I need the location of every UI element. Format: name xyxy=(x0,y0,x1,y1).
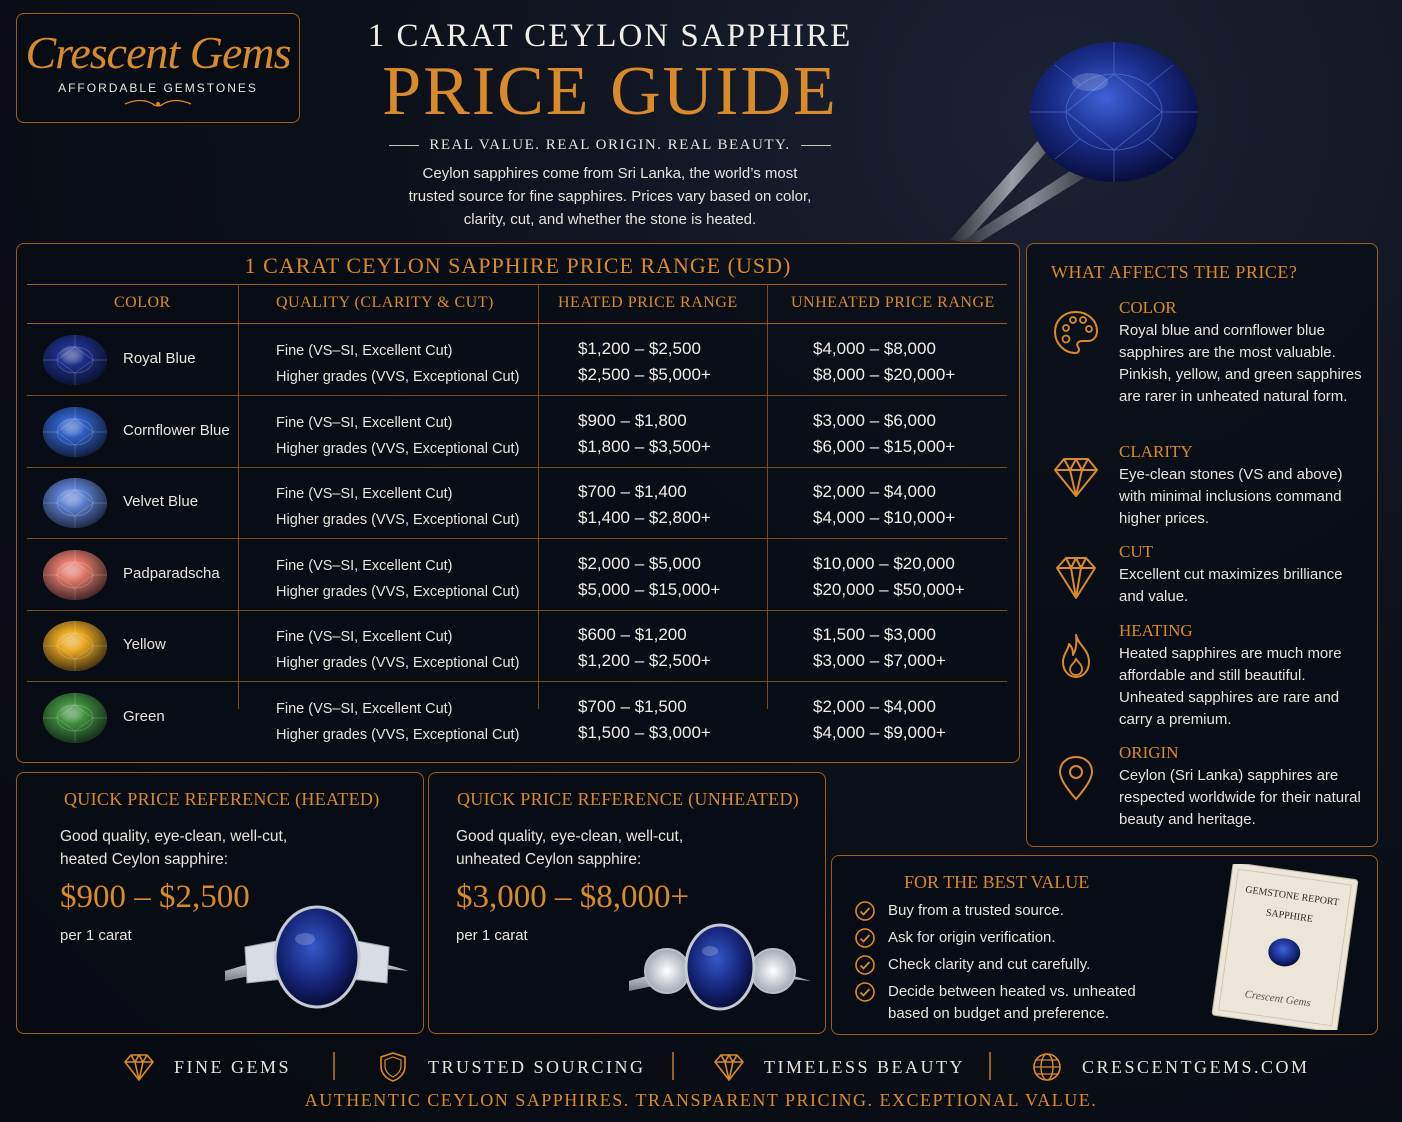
sapphire-swatch-icon xyxy=(41,405,109,459)
quality-cell xyxy=(276,481,519,533)
sapphire-swatch-icon xyxy=(41,619,109,673)
brand-name: Crescent Gems xyxy=(25,27,291,78)
footer-label: FINE GEMS xyxy=(174,1056,292,1077)
palette-icon xyxy=(1051,308,1101,358)
factor-cut xyxy=(1045,542,1365,608)
quick-ref-description xyxy=(456,825,683,871)
heated-price-fine: $700 – $1,400 xyxy=(578,482,687,501)
quick-ref-desc-line: Good quality, eye-clean, well-cut, xyxy=(60,828,288,845)
unheated-price-cell xyxy=(813,479,955,531)
quality-fine: Fine (VS–SI, Excellent Cut) xyxy=(276,486,453,502)
table-row xyxy=(27,611,1007,682)
heated-price-fine: $900 – $1,800 xyxy=(578,410,687,430)
quality-higher: Higher grades (VVS, Exceptional Cut) xyxy=(276,440,520,457)
color-name: Yellow xyxy=(123,636,166,653)
best-value-panel xyxy=(831,855,1378,1035)
best-value-item xyxy=(854,954,1148,976)
quality-cell xyxy=(276,553,519,605)
diamond-icon xyxy=(1051,452,1101,502)
factor-body: Heated sapphires are much more affordable and still beautiful. Unheated sapphires are rare and carry a premium. xyxy=(1119,645,1342,728)
flame-icon xyxy=(1051,631,1101,681)
heated-price-higher: $1,400 – $2,800+ xyxy=(578,508,711,527)
heated-price-cell xyxy=(578,551,720,603)
motto-rule-left xyxy=(389,145,419,146)
unheated-price-fine: $10,000 – $20,000 xyxy=(813,553,955,573)
page-supertitle: 1 CARAT CEYLON SAPPHIRE xyxy=(367,18,853,54)
quality-higher: Higher grades (VVS, Exceptional Cut) xyxy=(276,726,520,743)
footer-divider xyxy=(672,1052,674,1080)
check-circle-icon xyxy=(854,954,876,976)
page-title: PRICE GUIDE xyxy=(382,53,838,130)
price-table-panel xyxy=(16,243,1020,763)
footer-bar xyxy=(0,1046,1402,1086)
check-circle-icon xyxy=(854,981,876,1003)
heated-price-fine: $600 – $1,200 xyxy=(578,625,687,644)
quick-ref-desc-line: heated Ceylon sapphire: xyxy=(60,851,229,868)
flourish-ornament xyxy=(17,97,299,114)
diamond-icon xyxy=(712,1050,746,1084)
motto xyxy=(362,137,858,154)
quality-cell xyxy=(276,410,519,462)
heated-price-fine: $2,000 – $5,000 xyxy=(578,553,701,573)
footer-item-timeless-beauty xyxy=(712,1050,965,1084)
sapphire-swatch-icon xyxy=(41,476,109,530)
unheated-price-fine: $3,000 – $6,000 xyxy=(813,410,936,430)
footer-divider xyxy=(989,1052,991,1080)
factor-heading: CLARITY xyxy=(1119,442,1193,461)
factor-body: Eye-clean stones (VS and above) with minimal inclusions command higher prices. xyxy=(1119,466,1343,527)
table-row xyxy=(27,397,1007,468)
footer-label: TRUSTED SOURCING xyxy=(428,1056,646,1077)
heated-price-higher: $2,500 – $5,000+ xyxy=(578,365,711,384)
best-value-item xyxy=(854,981,1148,1025)
gemstone-report-image xyxy=(1192,864,1372,1030)
heated-price-cell xyxy=(578,622,711,674)
col-header-heated: HEATED PRICE RANGE xyxy=(558,294,738,311)
best-value-text: Decide between heated vs. unheated based on budget and preference. xyxy=(888,983,1136,1022)
factor-heading: HEATING xyxy=(1119,621,1193,640)
footer-tagline: AUTHENTIC CEYLON SAPPHIRES. TRANSPARENT PRICING. EXCEPTIONAL VALUE. xyxy=(304,1090,1098,1110)
factor-heading: CUT xyxy=(1119,542,1153,561)
quality-fine: Fine (VS–SI, Excellent Cut) xyxy=(276,414,453,431)
color-name: Padparadscha xyxy=(123,564,220,582)
three-stone-ring-image xyxy=(625,915,815,1027)
factor-heading: COLOR xyxy=(1119,298,1177,317)
sapphire-swatch-icon xyxy=(41,691,109,745)
factors-title: WHAT AFFECTS THE PRICE? xyxy=(1051,262,1298,282)
footer-item-website[interactable] xyxy=(1030,1050,1310,1084)
quality-fine: Fine (VS–SI, Excellent Cut) xyxy=(276,700,453,717)
report-title: GEMSTONE REPORT xyxy=(1244,884,1340,909)
quality-higher: Higher grades (VVS, Exceptional Cut) xyxy=(276,512,520,528)
color-name: Cornflower Blue xyxy=(123,421,230,439)
report-signature: Crescent Gems xyxy=(1243,988,1312,1010)
quick-ref-price: $3,000 – $8,000+ xyxy=(456,879,690,915)
footer-item-trusted-sourcing xyxy=(376,1050,646,1084)
unheated-price-fine: $1,500 – $3,000 xyxy=(813,625,936,644)
heated-price-cell xyxy=(578,336,711,388)
unheated-price-higher: $4,000 – $9,000+ xyxy=(813,722,946,742)
factor-body: Excellent cut maximizes brilliance and value. xyxy=(1119,566,1343,605)
factor-origin xyxy=(1045,743,1365,831)
heated-price-fine: $700 – $1,500 xyxy=(578,696,687,716)
heated-price-higher: $1,200 – $2,500+ xyxy=(578,651,711,670)
unheated-price-cell xyxy=(813,694,946,746)
header-divider xyxy=(27,323,1007,324)
motto-rule-right xyxy=(801,145,831,146)
price-factors-panel xyxy=(1026,243,1378,847)
location-pin-icon xyxy=(1051,753,1101,803)
best-value-title: FOR THE BEST VALUE xyxy=(904,872,1090,892)
unheated-price-fine: $4,000 – $8,000 xyxy=(813,339,936,358)
intro-text: Ceylon sapphires come from Sri Lanka, the world’s most trusted source for fine sapphires. Prices vary based on color, clarity, cut, and whether the stone is heated. xyxy=(408,165,812,228)
quick-ref-unit: per 1 carat xyxy=(456,927,528,944)
quick-ref-desc-line: unheated Ceylon sapphire: xyxy=(456,851,642,868)
unheated-price-cell xyxy=(813,551,965,603)
quick-reference-heated xyxy=(16,772,424,1034)
color-name: Green xyxy=(123,707,165,725)
best-value-text: Ask for origin verification. xyxy=(888,929,1056,946)
heated-price-cell xyxy=(578,408,711,460)
unheated-price-higher: $3,000 – $7,000+ xyxy=(813,651,946,670)
quality-cell xyxy=(276,696,519,748)
footer-label: TIMELESS BEAUTY xyxy=(764,1056,965,1077)
sapphire-ring-image xyxy=(217,901,417,1021)
unheated-price-higher: $20,000 – $50,000+ xyxy=(813,579,965,599)
title-divider xyxy=(27,284,1007,285)
factor-body: Royal blue and cornflower blue sapphires are the most valuable. Pinkish, yellow, and green sapphires are rarer in unheated natural form. xyxy=(1119,322,1362,405)
best-value-item xyxy=(854,927,1148,949)
unheated-price-higher: $8,000 – $20,000+ xyxy=(813,365,956,384)
table-row xyxy=(27,683,1007,754)
factor-clarity xyxy=(1045,442,1365,530)
quality-fine: Fine (VS–SI, Excellent Cut) xyxy=(276,557,453,574)
table-row xyxy=(27,325,1007,396)
website-link[interactable]: CRESCENTGEMS.COM xyxy=(1082,1056,1310,1077)
best-value-text: Check clarity and cut carefully. xyxy=(888,956,1091,973)
unheated-price-cell xyxy=(813,336,955,388)
page-header xyxy=(362,18,858,231)
heated-price-higher: $1,500 – $3,000+ xyxy=(578,722,711,742)
factor-heading: ORIGIN xyxy=(1119,743,1179,762)
sapphire-tweezers-image xyxy=(930,20,1220,242)
col-header-color: COLOR xyxy=(114,294,171,311)
quick-ref-title: QUICK PRICE REFERENCE (HEATED) xyxy=(64,789,380,809)
quick-ref-unit: per 1 carat xyxy=(60,927,132,944)
unheated-price-fine: $2,000 – $4,000 xyxy=(813,696,936,716)
report-subtitle: SAPPHIRE xyxy=(1265,907,1314,925)
motto-text: REAL VALUE. REAL ORIGIN. REAL BEAUTY. xyxy=(429,137,791,153)
heated-price-higher: $1,800 – $3,500+ xyxy=(578,436,711,456)
unheated-price-higher: $4,000 – $10,000+ xyxy=(813,508,956,527)
quality-cell xyxy=(276,624,519,676)
check-circle-icon xyxy=(854,927,876,949)
factor-color xyxy=(1045,298,1365,408)
check-circle-icon xyxy=(854,900,876,922)
unheated-price-cell xyxy=(813,622,946,674)
quality-higher: Higher grades (VVS, Exceptional Cut) xyxy=(276,655,520,671)
shield-icon xyxy=(376,1050,410,1084)
col-header-unheated: UNHEATED PRICE RANGE xyxy=(791,294,995,311)
factor-body: Ceylon (Sri Lanka) sapphires are respected worldwide for their natural beauty and heritage. xyxy=(1119,767,1361,828)
color-name: Velvet Blue xyxy=(123,493,199,510)
table-row xyxy=(27,468,1007,539)
col-header-quality: QUALITY (CLARITY & CUT) xyxy=(276,294,494,311)
heated-price-fine: $1,200 – $2,500 xyxy=(578,339,701,358)
unheated-price-fine: $2,000 – $4,000 xyxy=(813,482,936,501)
table-title: 1 CARAT CEYLON SAPPHIRE PRICE RANGE (USD) xyxy=(244,253,792,278)
logo-box xyxy=(16,13,300,123)
best-value-text: Buy from a trusted source. xyxy=(888,902,1064,919)
heated-price-cell xyxy=(578,479,711,531)
factor-heating xyxy=(1045,621,1365,731)
sapphire-swatch-icon xyxy=(41,333,109,387)
sapphire-swatch-icon xyxy=(41,548,109,602)
table-row xyxy=(27,540,1007,611)
quality-higher: Higher grades (VVS, Exceptional Cut) xyxy=(276,369,520,385)
brand-tagline: AFFORDABLE GEMSTONES xyxy=(58,81,258,95)
unheated-price-higher: $6,000 – $15,000+ xyxy=(813,436,956,456)
heated-price-higher: $5,000 – $15,000+ xyxy=(578,579,721,599)
quality-fine: Fine (VS–SI, Excellent Cut) xyxy=(276,629,453,645)
footer-item-fine-gems xyxy=(122,1050,291,1084)
quality-higher: Higher grades (VVS, Exceptional Cut) xyxy=(276,583,520,600)
quality-cell xyxy=(276,338,519,390)
diamond-icon xyxy=(122,1050,156,1084)
footer-divider xyxy=(333,1052,335,1080)
quick-reference-unheated xyxy=(428,772,826,1034)
heated-price-cell xyxy=(578,694,711,746)
color-name: Royal Blue xyxy=(123,350,196,367)
gem-cut-icon xyxy=(1051,552,1101,602)
unheated-price-cell xyxy=(813,408,955,460)
quick-ref-price: $900 – $2,500 xyxy=(60,879,250,915)
quick-ref-desc-line: Good quality, eye-clean, well-cut, xyxy=(456,828,684,845)
quick-ref-description xyxy=(60,825,287,871)
best-value-list xyxy=(854,900,1148,1030)
best-value-item xyxy=(854,900,1148,922)
quality-fine: Fine (VS–SI, Excellent Cut) xyxy=(276,343,453,359)
quick-ref-title: QUICK PRICE REFERENCE (UNHEATED) xyxy=(457,789,800,809)
globe-icon xyxy=(1030,1050,1064,1084)
